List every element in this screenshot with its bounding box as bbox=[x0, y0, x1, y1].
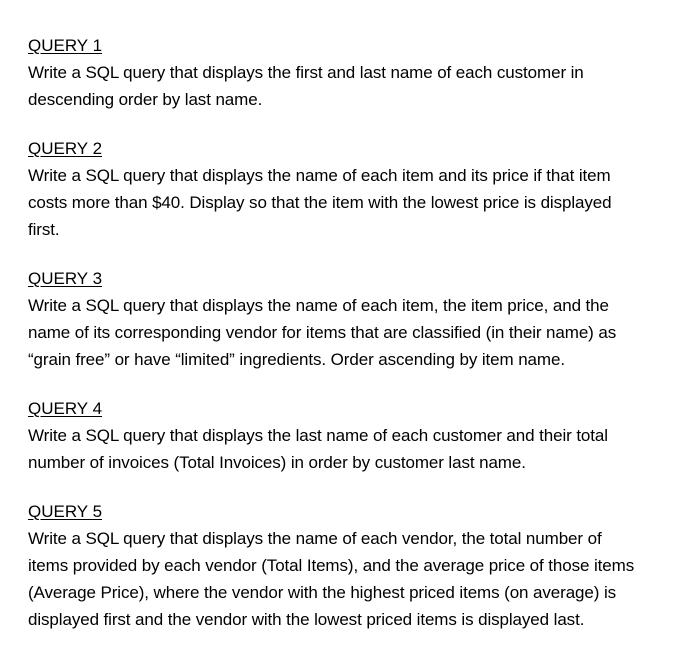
query-2-section bbox=[28, 135, 693, 243]
query-5-section bbox=[28, 498, 693, 633]
query-2-text bbox=[28, 162, 693, 243]
query-5-heading: QUERY 5 bbox=[28, 502, 103, 521]
text-line: number of invoices (Total Invoices) in order by customer last name. bbox=[28, 453, 526, 472]
query-3-text bbox=[28, 292, 693, 373]
query-4-section bbox=[28, 395, 693, 476]
document-page bbox=[28, 32, 693, 655]
text-line: Write a SQL query that displays the first and last name of each customer in bbox=[28, 63, 584, 82]
text-line: Write a SQL query that displays the name of each vendor, the total number of bbox=[28, 529, 602, 548]
text-line: descending order by last name. bbox=[28, 90, 263, 109]
text-line: items provided by each vendor (Total Items), and the average price of those items bbox=[28, 556, 635, 575]
query-5-text bbox=[28, 525, 693, 633]
query-3-section bbox=[28, 265, 693, 373]
text-line: displayed first and the vendor with the lowest priced items is displayed last. bbox=[28, 610, 585, 629]
query-4-heading: QUERY 4 bbox=[28, 399, 103, 418]
query-3-heading: QUERY 3 bbox=[28, 269, 103, 288]
query-1-section bbox=[28, 32, 693, 113]
text-line: Write a SQL query that displays the last name of each customer and their total bbox=[28, 426, 608, 445]
text-line: first. bbox=[28, 220, 60, 239]
text-line: Write a SQL query that displays the name of each item, the item price, and the bbox=[28, 296, 609, 315]
text-line: costs more than $40. Display so that the item with the lowest price is displayed bbox=[28, 193, 612, 212]
query-2-heading: QUERY 2 bbox=[28, 139, 103, 158]
query-4-text bbox=[28, 422, 693, 476]
text-line: “grain free” or have “limited” ingredients. Order ascending by item name. bbox=[28, 350, 565, 369]
text-line: name of its corresponding vendor for items that are classified (in their name) as bbox=[28, 323, 617, 342]
query-1-text bbox=[28, 59, 693, 113]
text-line: Write a SQL query that displays the name of each item and its price if that item bbox=[28, 166, 611, 185]
query-1-heading: QUERY 1 bbox=[28, 36, 103, 55]
text-line: (Average Price), where the vendor with the highest priced items (on average) is bbox=[28, 583, 617, 602]
